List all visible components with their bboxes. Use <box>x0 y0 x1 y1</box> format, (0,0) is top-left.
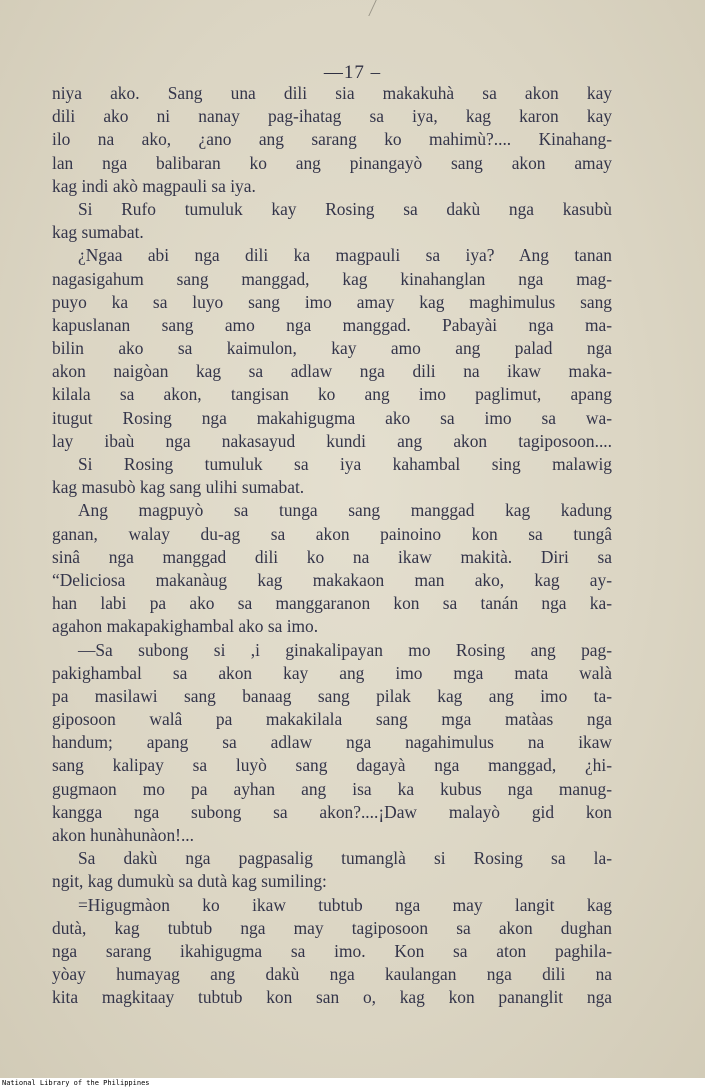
text-line: Ang magpuyò sa tunga sang manggad kag kadung <box>78 500 612 521</box>
body-text <box>52 82 612 1010</box>
text-line: itugut Rosing nga makahigugma ako sa imo sa wa- <box>52 407 612 428</box>
text-line: sang kalipay sa luyò sang dagayà nga manggad, ¿hi- <box>52 755 612 776</box>
text-line: puyo ka sa luyo sang imo amay kag maghimulus sang <box>52 291 612 312</box>
text-line: akon naigòan kag sa adlaw nga dili na ikaw maka- <box>52 361 612 382</box>
text-line: dili ako ni nanay pag-ihatag sa iya, kag karon kay <box>52 106 612 127</box>
text-line: nagasigahum sang manggad, kag kinahanglan nga mag- <box>52 268 612 289</box>
text-line: kangga nga subong sa akon?....¡Daw malayò gid kon <box>52 801 612 822</box>
text-line: Si Rosing tumuluk sa iya kahambal sing malawig <box>78 454 612 474</box>
text-line: ¿Ngaa abi nga dili ka magpauli sa iya? Ang tanan <box>78 245 612 266</box>
text-line: kag masubò kag sang ulihi sumabat. <box>52 477 305 498</box>
text-line: ganan, walay du-ag sa akon painoino kon sa tungâ <box>52 523 612 544</box>
text-line: =Higugmàon ko ikaw tubtub nga may langit kag <box>78 894 612 915</box>
text-line: kag indi akò magpauli sa iya. <box>52 175 256 196</box>
text-line: nga sarang ikahigugma sa imo. Kon sa aton paghila- <box>52 940 612 961</box>
text-line: ngit, kag dumukù sa dutà kag sumiling: <box>52 871 327 892</box>
text-line: lay ibaù nga nakasayud kundi ang akon tagiposoon.... <box>52 430 612 451</box>
text-line: kita magkitaay tubtub kon san o, kag kon pananglit nga <box>52 987 612 1008</box>
text-line: —Sa subong si ,i ginakalipayan mo Rosing ang pag- <box>78 639 612 660</box>
text-line: kapuslanan sang amo nga manggad. Pabayài nga ma- <box>52 314 612 335</box>
text-line: pa masilawi sang banaag sang pilak kag ang imo ta- <box>52 685 612 706</box>
text-line: yòay humayag ang dakù nga kaulangan nga dili na <box>52 964 612 985</box>
page-number: —17 – <box>323 62 382 83</box>
text-line: bilin ako sa kaimulon, kay amo ang palad nga <box>52 338 612 359</box>
text-line: ilo na ako, ¿ano ang sarang ko mahimù?.... Kinahang- <box>52 129 612 150</box>
text-line: agahon makapakighambal ako sa imo. <box>52 616 319 637</box>
text-line: lan nga balibaran ko ang pinangayò sang akon amay <box>52 152 612 173</box>
text-line: niya ako. Sang una dili sia makakuhà sa akon kay <box>52 83 612 103</box>
text-line: kilala sa akon, tangisan ko ang imo paglimut, apang <box>52 384 612 405</box>
text-line: dutà, kag tubtub nga may tagiposoon sa akon dughan <box>52 917 612 938</box>
text-line: han labi pa ako sa manggaranon kon sa tanán nga ka- <box>52 593 612 614</box>
text-line: handum; apang sa adlaw nga nagahimulus na ikaw <box>52 732 612 753</box>
text-line: Si Rufo tumuluk kay Rosing sa dakù nga kasubù <box>78 198 612 219</box>
text-line: sinâ nga manggad dili ko na ikaw makità. Diri sa <box>52 546 612 567</box>
text-line: gugmaon mo pa ayhan ang isa ka kubus nga manug- <box>52 778 612 799</box>
library-footer: National Library of the Philippines <box>2 1079 150 1087</box>
text-line: Sa dakù nga pagpasalig tumanglà si Rosing sa la- <box>78 848 612 869</box>
text-line: akon hunàhunàon!... <box>52 825 194 845</box>
text-line: kag sumabat. <box>52 222 144 243</box>
text-line: giposoon walâ pa makakilala sang mga matàas nga <box>52 709 612 730</box>
text-line: pakighambal sa akon kay ang imo mga mata walà <box>52 662 612 683</box>
text-line: “Deliciosa makanàug kag makakaon man ako, kag ay- <box>52 569 612 590</box>
pen-mark <box>368 0 388 16</box>
